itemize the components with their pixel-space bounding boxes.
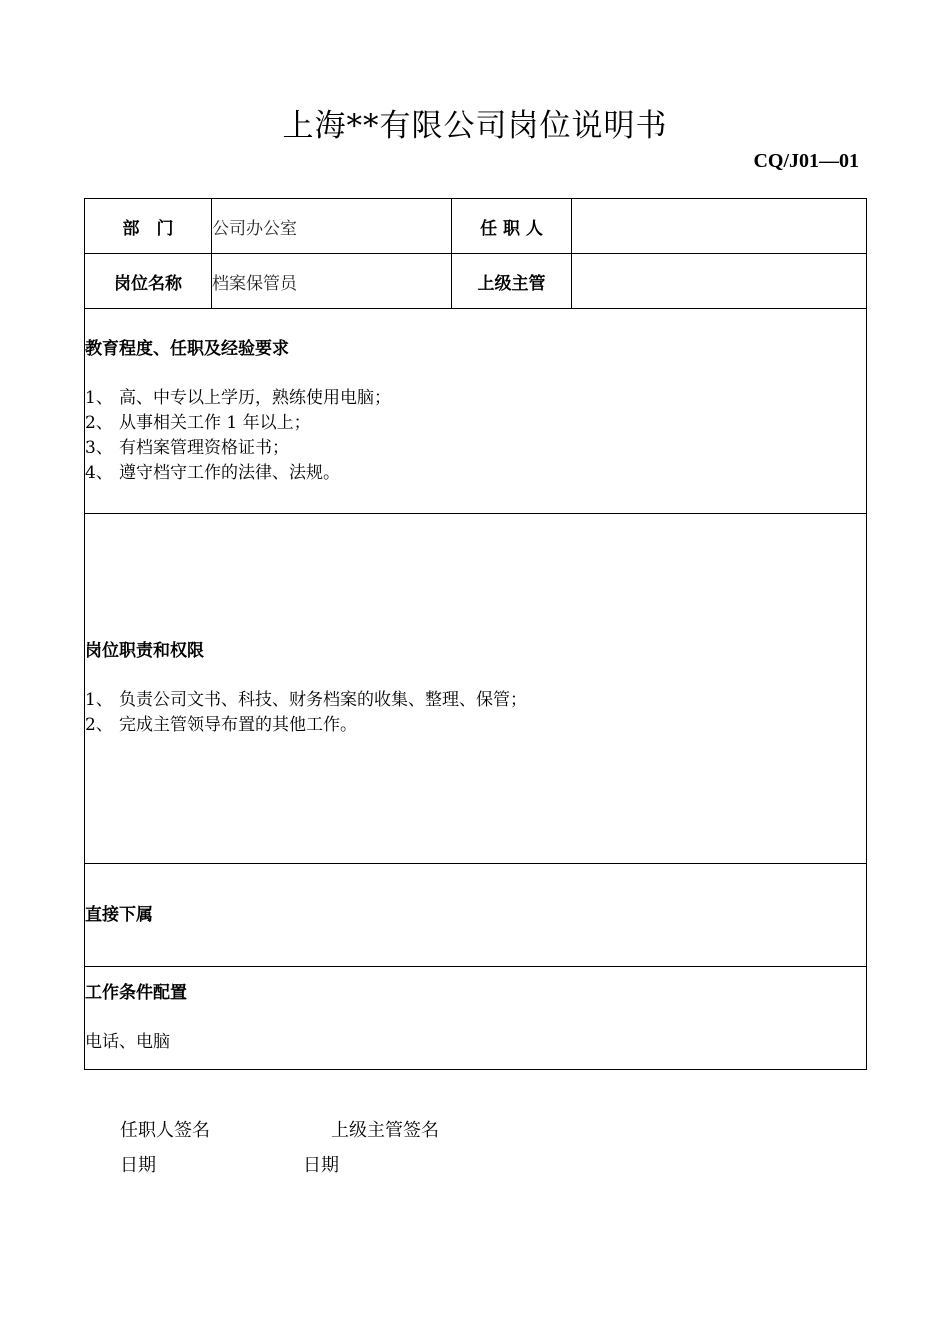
document-title: 上海**有限公司岗位说明书 bbox=[282, 108, 668, 144]
table-row bbox=[85, 864, 867, 967]
supervisor-signature-label: 上级主管签名 bbox=[331, 1120, 439, 1141]
list-item bbox=[85, 461, 866, 486]
incumbent-label: 任 职 人 bbox=[452, 199, 572, 254]
list-item bbox=[85, 411, 866, 436]
list-number: 2、 bbox=[85, 412, 113, 433]
list-number: 4、 bbox=[85, 462, 113, 483]
incumbent-value bbox=[572, 199, 867, 254]
list-number: 3、 bbox=[85, 437, 113, 458]
conditions-heading: 工作条件配置 bbox=[85, 983, 187, 1003]
list-item bbox=[85, 688, 866, 713]
table-row bbox=[85, 199, 867, 254]
list-text: 完成主管领导布置的其他工作。 bbox=[119, 715, 357, 735]
list-text: 高、中专以上学历，熟练使用电脑； bbox=[119, 387, 391, 408]
document-code: CQ/J01—01 bbox=[753, 150, 859, 172]
table-row bbox=[85, 514, 867, 864]
supervisor-label: 上级主管 bbox=[452, 254, 572, 309]
list-item bbox=[85, 713, 866, 738]
department-value: 公司办公室 bbox=[212, 199, 452, 254]
duties-list bbox=[85, 688, 866, 738]
list-text: 从事相关工作 1 年以上； bbox=[119, 412, 311, 433]
table-row bbox=[85, 967, 867, 1070]
subordinates-heading: 直接下属 bbox=[85, 904, 153, 925]
education-list bbox=[85, 386, 866, 486]
conditions-text: 电话、电脑 bbox=[85, 1032, 170, 1052]
supervisor-value bbox=[572, 254, 867, 309]
duties-section bbox=[85, 514, 867, 864]
conditions-section bbox=[85, 967, 867, 1070]
list-text: 负责公司文书、科技、财务档案的收集、整理、保管； bbox=[119, 690, 527, 710]
list-number: 1、 bbox=[85, 690, 113, 710]
list-text: 遵守档守工作的法律、法规。 bbox=[119, 462, 340, 483]
position-value: 档案保管员 bbox=[212, 254, 452, 309]
education-heading: 教育程度、任职及经验要求 bbox=[85, 338, 289, 359]
list-number: 1、 bbox=[85, 387, 113, 408]
department-label: 部 门 bbox=[85, 199, 212, 254]
table-row bbox=[85, 254, 867, 309]
list-item bbox=[85, 436, 866, 461]
subordinates-section bbox=[85, 864, 867, 967]
table-row bbox=[85, 309, 867, 514]
duties-heading: 岗位职责和权限 bbox=[85, 641, 204, 661]
education-section bbox=[85, 309, 867, 514]
supervisor-date-label: 日期 bbox=[303, 1155, 339, 1176]
list-item bbox=[85, 386, 866, 411]
job-description-table bbox=[84, 198, 867, 1070]
incumbent-signature-label: 任职人签名 bbox=[120, 1120, 210, 1141]
list-number: 2、 bbox=[85, 715, 113, 735]
incumbent-date-label: 日期 bbox=[120, 1155, 156, 1176]
position-label: 岗位名称 bbox=[85, 254, 212, 309]
list-text: 有档案管理资格证书； bbox=[119, 437, 289, 458]
